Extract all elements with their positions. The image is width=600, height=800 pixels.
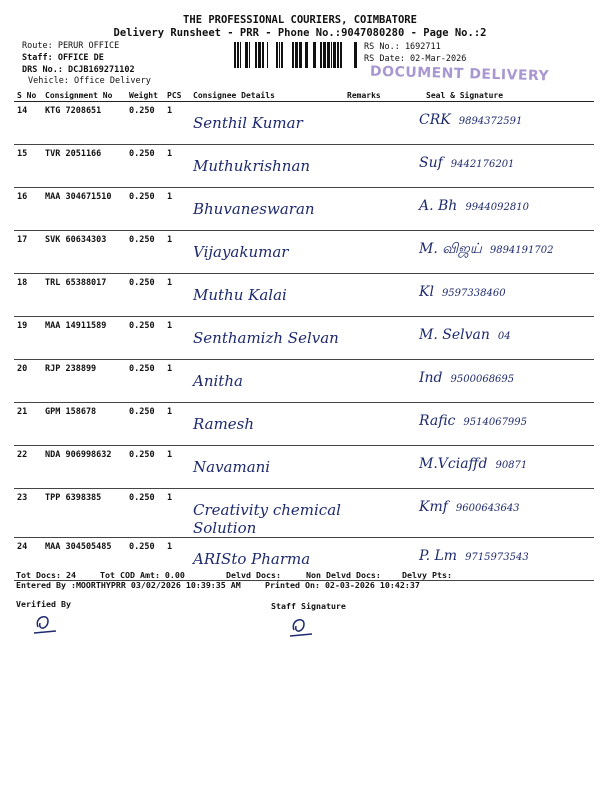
consignment-no-cell: NDA 906998632 — [42, 446, 126, 489]
verified-signature-mark — [28, 609, 62, 639]
signature-mark: A. Bh — [419, 198, 458, 214]
seal-signature-cell — [396, 403, 594, 446]
consignee-cell — [190, 102, 344, 145]
weight-cell: 0.250 — [126, 317, 164, 360]
consignment-no-cell: TVR 2051166 — [42, 145, 126, 188]
remarks-cell — [344, 188, 396, 231]
consignee-handwritten-name: ARISto Pharma — [193, 550, 311, 568]
table-row — [14, 446, 594, 489]
sno-cell: 14 — [14, 102, 42, 145]
consignment-no-cell: KTG 7208651 — [42, 102, 126, 145]
sno-cell: 15 — [14, 145, 42, 188]
barcode-bar — [333, 42, 336, 68]
receiver-phone: 9715973543 — [465, 552, 529, 563]
table-row — [14, 145, 594, 188]
col-sno: S No — [14, 89, 42, 102]
signature-mark: M. Selvan — [419, 327, 490, 343]
consignee-cell — [190, 145, 344, 188]
weight-cell: 0.250 — [126, 403, 164, 446]
consignee-handwritten-name: Vijayakumar — [193, 243, 289, 261]
weight-cell: 0.250 — [126, 538, 164, 581]
consignment-no-cell: MAA 304671510 — [42, 188, 126, 231]
remarks-cell — [344, 446, 396, 489]
remarks-cell — [344, 317, 396, 360]
barcode-bar — [331, 42, 332, 68]
barcode-bar — [249, 42, 250, 68]
consignment-no-cell: MAA 304505485 — [42, 538, 126, 581]
consignee-handwritten-name: Anitha — [193, 372, 243, 390]
consignee-handwritten-name: Creativity chemical Solution — [193, 501, 341, 537]
signature-mark: M. விஜய் — [419, 241, 482, 257]
total-cod-amount: Tot COD Amt: 0.00 — [100, 570, 185, 580]
barcode-bar — [295, 42, 298, 68]
pcs-cell: 1 — [164, 188, 190, 231]
sno-cell: 21 — [14, 403, 42, 446]
entered-by: Entered By :MOORTHYPRR 03/02/2026 10:39:35 AM — [16, 580, 241, 590]
consignment-no-cell: SVK 60634303 — [42, 231, 126, 274]
sno-cell: 24 — [14, 538, 42, 581]
barcode-bar — [313, 42, 316, 68]
delivery-points: Delvy Pts: — [402, 570, 452, 580]
table-row — [14, 403, 594, 446]
weight-cell: 0.250 — [126, 489, 164, 538]
barcode-bar — [292, 42, 294, 68]
consignment-no-cell: TPP 6398385 — [42, 489, 126, 538]
staff-label: Staff: OFFICE DE — [22, 53, 104, 63]
pcs-cell: 1 — [164, 102, 190, 145]
remarks-cell — [344, 360, 396, 403]
pcs-cell: 1 — [164, 274, 190, 317]
consignee-cell — [190, 360, 344, 403]
barcode-bar — [340, 42, 342, 68]
consignee-handwritten-name: Muthukrishnan — [193, 157, 311, 175]
document-delivery-stamp: DOCUMENT DELIVERY — [369, 63, 550, 85]
consignee-handwritten-name: Navamani — [193, 458, 271, 476]
consignment-no-cell: RJP 238899 — [42, 360, 126, 403]
weight-cell: 0.250 — [126, 360, 164, 403]
consignee-handwritten-name: Ramesh — [193, 415, 255, 433]
seal-signature-cell — [396, 145, 594, 188]
sno-cell: 20 — [14, 360, 42, 403]
runsheet-subtitle: Delivery Runsheet - PRR - Phone No.:9047080280 - Page No.:2 — [113, 27, 487, 39]
signature-mark: Kl — [419, 284, 434, 300]
runsheet-table — [14, 89, 594, 581]
sno-cell: 19 — [14, 317, 42, 360]
consignee-cell — [190, 489, 344, 538]
receiver-phone: 04 — [497, 331, 511, 342]
receiver-phone: 9894191702 — [489, 245, 554, 256]
barcode-bar — [337, 42, 339, 68]
pcs-cell: 1 — [164, 145, 190, 188]
consignee-cell — [190, 231, 344, 274]
weight-cell: 0.250 — [126, 188, 164, 231]
consignee-cell — [190, 317, 344, 360]
seal-signature-cell — [396, 360, 594, 403]
barcode-bar — [279, 42, 280, 68]
table-row — [14, 489, 594, 538]
barcode-bar — [237, 42, 239, 68]
table-header-row — [14, 89, 594, 102]
barcode-bar — [281, 42, 283, 68]
sno-cell: 17 — [14, 231, 42, 274]
signature-mark: P. Lm — [419, 548, 458, 564]
receiver-phone: 9894372591 — [458, 116, 523, 127]
receiver-phone: 90871 — [495, 460, 528, 471]
table-row — [14, 102, 594, 145]
barcode-bar — [305, 42, 308, 68]
barcode-bar — [245, 42, 248, 68]
pcs-cell: 1 — [164, 403, 190, 446]
pcs-cell: 1 — [164, 446, 190, 489]
pcs-cell: 1 — [164, 538, 190, 581]
pcs-cell: 1 — [164, 317, 190, 360]
weight-cell: 0.250 — [126, 145, 164, 188]
remarks-cell — [344, 145, 396, 188]
consignee-handwritten-name: Muthu Kalai — [193, 286, 287, 304]
barcode-bar — [327, 42, 330, 68]
receiver-phone: 9597338460 — [441, 288, 506, 299]
consignment-no-cell: GPM 158678 — [42, 403, 126, 446]
seal-signature-cell — [396, 446, 594, 489]
pcs-cell: 1 — [164, 489, 190, 538]
consignee-cell — [190, 274, 344, 317]
verified-by-label: Verified By — [16, 599, 71, 609]
barcode-bar — [234, 42, 236, 68]
sno-cell: 18 — [14, 274, 42, 317]
signature-mark: Suf — [419, 155, 443, 171]
consignee-handwritten-name: Senthamizh Selvan — [193, 329, 339, 347]
route-label: Route: PERUR OFFICE — [22, 41, 120, 51]
barcode-bar — [299, 42, 302, 68]
remarks-cell — [344, 274, 396, 317]
sno-cell: 22 — [14, 446, 42, 489]
col-consignee: Consignee Details — [190, 89, 344, 102]
signature-mark: CRK — [419, 112, 451, 128]
non-delivered-docs: Non Delvd Docs: — [306, 570, 381, 580]
table-row — [14, 274, 594, 317]
consignment-no-cell: MAA 14911589 — [42, 317, 126, 360]
seal-signature-cell — [396, 231, 594, 274]
remarks-cell — [344, 102, 396, 145]
barcode-bar — [255, 42, 257, 68]
seal-signature-cell — [396, 102, 594, 145]
total-docs: Tot Docs: 24 — [16, 570, 76, 580]
seal-signature-cell — [396, 274, 594, 317]
pcs-cell: 1 — [164, 231, 190, 274]
barcode-bar — [258, 42, 261, 68]
vehicle-label: Vehicle: Office Delivery — [28, 76, 151, 86]
signature-mark: Ind — [419, 370, 443, 386]
barcode-bar — [240, 42, 241, 68]
barcode-bar — [354, 42, 357, 68]
col-seal-signature: Seal & Signature — [396, 89, 594, 102]
printed-on: Printed On: 02-03-2026 10:42:37 — [265, 580, 420, 590]
remarks-cell — [344, 489, 396, 538]
barcode-bar — [267, 42, 268, 68]
rs-date: RS Date: 02-Mar-2026 — [364, 54, 467, 64]
remarks-cell — [344, 231, 396, 274]
delivered-docs: Delvd Docs: — [226, 570, 281, 580]
barcode-bar — [323, 42, 326, 68]
seal-signature-cell — [396, 489, 594, 538]
consignment-no-cell: TRL 65388017 — [42, 274, 126, 317]
barcode-bar — [320, 42, 322, 68]
staff-signature-mark — [282, 612, 316, 642]
col-remarks: Remarks — [344, 89, 396, 102]
signature-mark: Rafic — [419, 413, 456, 429]
table-row — [14, 188, 594, 231]
table-row — [14, 360, 594, 403]
sno-cell: 16 — [14, 188, 42, 231]
table-row — [14, 317, 594, 360]
staff-signature-label: Staff Signature — [271, 601, 346, 611]
consignee-cell — [190, 446, 344, 489]
barcode-bar — [262, 42, 264, 68]
receiver-phone: 9944092810 — [465, 202, 529, 213]
weight-cell: 0.250 — [126, 102, 164, 145]
weight-cell: 0.250 — [126, 274, 164, 317]
barcode-image — [234, 42, 358, 68]
weight-cell: 0.250 — [126, 231, 164, 274]
signature-mark: Kmf — [419, 499, 448, 515]
col-pcs: PCS — [164, 89, 190, 102]
company-title: THE PROFESSIONAL COURIERS, COIMBATORE — [183, 14, 417, 26]
drs-number: DRS No.: DCJB169271102 — [22, 65, 135, 75]
remarks-cell — [344, 403, 396, 446]
receiver-phone: 9500068695 — [450, 374, 515, 385]
col-consignment: Consignment No — [42, 89, 126, 102]
consignee-handwritten-name: Senthil Kumar — [193, 114, 303, 132]
seal-signature-cell — [396, 188, 594, 231]
receiver-phone: 9600643643 — [455, 503, 520, 514]
weight-cell: 0.250 — [126, 446, 164, 489]
signature-mark: M.Vciaffd — [419, 456, 488, 472]
table-row — [14, 231, 594, 274]
rs-number: RS No.: 1692711 — [364, 42, 441, 52]
consignee-cell — [190, 188, 344, 231]
col-weight: Weight — [126, 89, 164, 102]
consignee-cell — [190, 403, 344, 446]
sno-cell: 23 — [14, 489, 42, 538]
receiver-phone: 9442176201 — [450, 159, 515, 170]
receiver-phone: 9514067995 — [463, 417, 528, 428]
barcode-bar — [276, 42, 278, 68]
consignee-handwritten-name: Bhuvaneswaran — [193, 200, 315, 218]
pcs-cell: 1 — [164, 360, 190, 403]
seal-signature-cell — [396, 317, 594, 360]
